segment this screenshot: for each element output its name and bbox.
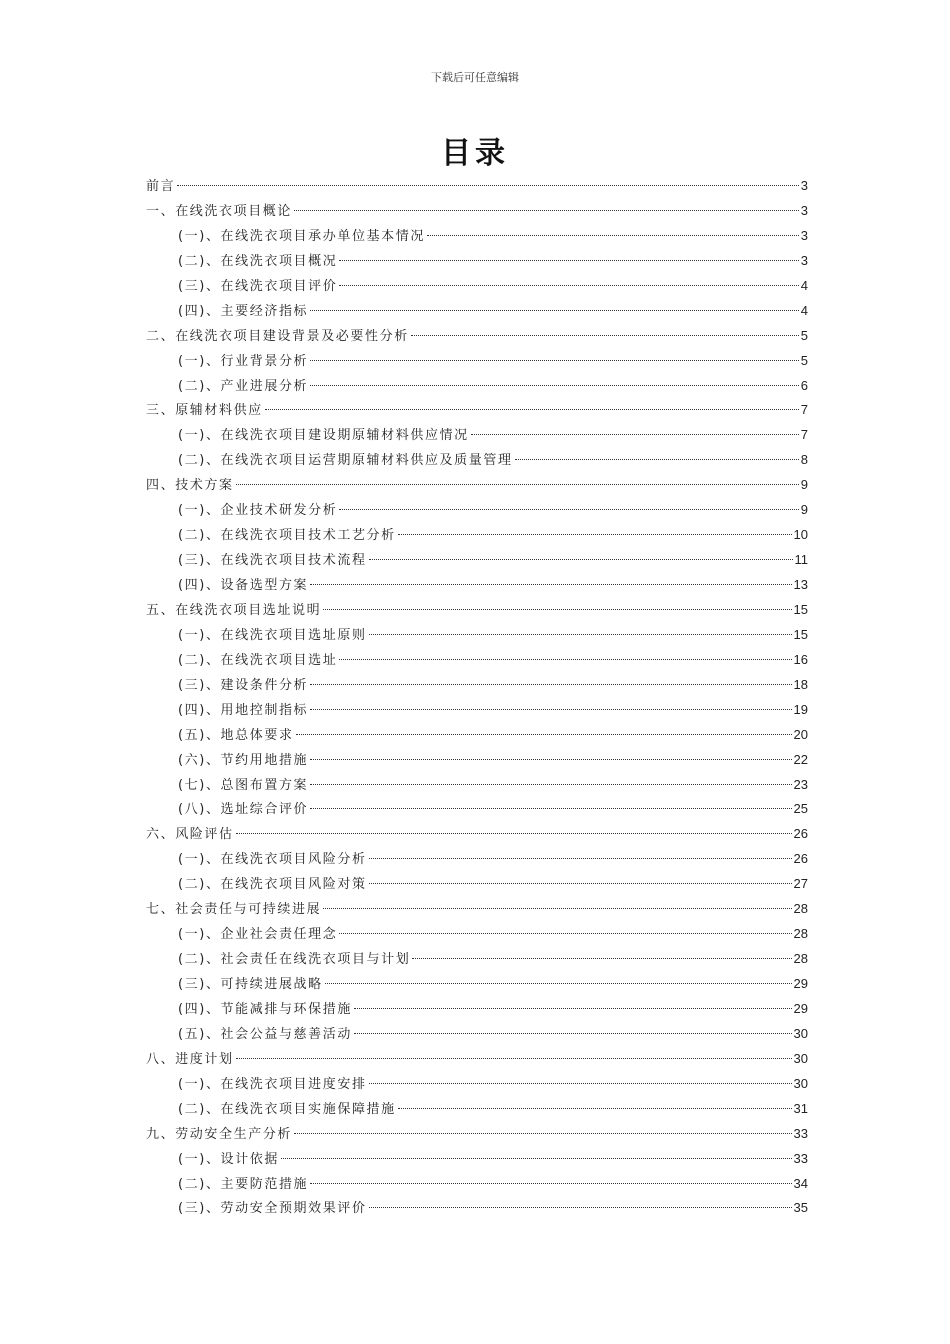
toc-page-number: 3 — [800, 227, 808, 243]
toc-section-entry[interactable] — [146, 548, 808, 573]
toc-chapter-entry[interactable] — [146, 897, 808, 922]
toc-dot-leader — [325, 983, 792, 984]
toc-entry-label: (二)、在线洗衣项目运营期原辅材料供应及质量管理 — [178, 453, 513, 469]
toc-dot-leader — [339, 659, 791, 660]
toc-entry-label: (一)、在线洗衣项目选址原则 — [178, 627, 367, 643]
toc-entry-label: (二)、产业进展分析 — [178, 378, 309, 394]
toc-dot-leader — [310, 385, 799, 386]
toc-page-number: 26 — [793, 826, 808, 842]
toc-dot-leader — [412, 958, 791, 959]
toc-page-number: 7 — [800, 402, 808, 418]
toc-section-entry[interactable] — [146, 997, 808, 1022]
toc-section-entry[interactable] — [146, 648, 808, 673]
toc-dot-leader — [310, 360, 799, 361]
toc-page-number: 13 — [793, 577, 808, 592]
toc-page-number: 27 — [793, 876, 808, 892]
toc-page-number: 5 — [800, 352, 808, 368]
toc-dot-leader — [281, 1158, 792, 1159]
toc-page-number: 26 — [793, 851, 808, 867]
toc-section-entry[interactable] — [146, 349, 808, 374]
toc-page-number: 23 — [793, 776, 808, 792]
toc-entry-label: (一)、在线洗衣项目承办单位基本情况 — [178, 228, 425, 244]
toc-entry-label: (一)、企业社会责任理念 — [178, 927, 338, 943]
toc-entry-label: (三)、在线洗衣项目评价 — [178, 278, 338, 294]
toc-dot-leader — [310, 684, 791, 685]
toc-page-number: 16 — [793, 651, 808, 667]
toc-dot-leader — [339, 285, 798, 286]
toc-section-entry[interactable] — [146, 947, 808, 972]
toc-chapter-entry[interactable] — [146, 1047, 808, 1072]
toc-dot-leader — [398, 1108, 792, 1109]
toc-dot-leader — [310, 584, 791, 585]
table-of-contents — [146, 174, 808, 1221]
toc-entry-label: (一)、设计依据 — [178, 1151, 279, 1167]
toc-page-number: 4 — [800, 277, 808, 293]
toc-entry-label: (七)、总图布置方案 — [178, 777, 309, 793]
toc-page-number: 4 — [800, 302, 808, 318]
toc-page-number: 29 — [793, 1000, 808, 1016]
toc-page-number: 8 — [800, 452, 808, 468]
toc-section-entry[interactable] — [146, 972, 808, 997]
toc-entry-label: (四)、用地控制指标 — [178, 702, 309, 718]
toc-chapter-entry[interactable] — [146, 822, 808, 847]
toc-page-number: 19 — [793, 701, 808, 717]
toc-page-number: 22 — [793, 751, 808, 767]
toc-section-entry[interactable] — [146, 1072, 808, 1097]
toc-chapter-entry[interactable] — [146, 398, 808, 423]
toc-section-entry[interactable] — [146, 448, 808, 473]
toc-page-number: 31 — [793, 1100, 808, 1116]
toc-entry-label: 三、原辅材料供应 — [146, 403, 263, 419]
toc-dot-leader — [411, 335, 799, 336]
toc-dot-leader — [369, 1207, 792, 1208]
toc-section-entry[interactable] — [146, 922, 808, 947]
toc-entry-label: (三)、建设条件分析 — [178, 677, 309, 693]
toc-entry-label: 八、进度计划 — [146, 1051, 234, 1067]
toc-page-number: 35 — [793, 1200, 808, 1216]
toc-dot-leader — [177, 185, 799, 186]
toc-dot-leader — [236, 484, 799, 485]
toc-dot-leader — [294, 210, 799, 211]
toc-page-number: 18 — [793, 676, 808, 692]
toc-page-number: 29 — [793, 976, 808, 991]
toc-page-number: 33 — [793, 1150, 808, 1166]
toc-section-entry[interactable] — [146, 423, 808, 448]
toc-entry-label: (六)、节约用地措施 — [178, 752, 309, 768]
toc-entry-label: (一)、在线洗衣项目风险分析 — [178, 852, 367, 868]
toc-entry-label: (八)、选址综合评价 — [178, 802, 309, 818]
toc-dot-leader — [310, 759, 791, 760]
toc-chapter-entry[interactable] — [146, 473, 808, 498]
toc-section-entry[interactable] — [146, 773, 808, 798]
toc-section-entry[interactable] — [146, 224, 808, 249]
toc-section-entry[interactable] — [146, 274, 808, 299]
toc-section-entry[interactable] — [146, 797, 808, 822]
toc-chapter-entry[interactable] — [146, 1122, 808, 1147]
toc-page-number: 28 — [793, 926, 808, 942]
toc-page-number: 30 — [793, 1025, 808, 1041]
toc-entry-label: (四)、设备选型方案 — [178, 578, 309, 593]
toc-dot-leader — [354, 1008, 792, 1009]
toc-chapter-entry[interactable] — [146, 324, 808, 349]
toc-page-number: 11 — [794, 552, 808, 568]
toc-entry-label: (四)、主要经济指标 — [178, 303, 309, 319]
toc-page-number: 5 — [800, 327, 808, 343]
toc-entry-label: 二、在线洗衣项目建设背景及必要性分析 — [146, 328, 409, 344]
toc-chapter-entry[interactable] — [146, 598, 808, 623]
toc-page-number: 28 — [793, 951, 808, 967]
toc-page-number: 28 — [793, 901, 808, 917]
toc-dot-leader — [265, 409, 799, 410]
toc-entry-label: (一)、企业技术研发分析 — [178, 503, 338, 519]
toc-section-entry[interactable] — [146, 1172, 808, 1197]
toc-dot-leader — [369, 883, 792, 884]
toc-section-entry[interactable] — [146, 723, 808, 748]
toc-chapter-entry[interactable] — [146, 174, 808, 199]
toc-dot-leader — [339, 509, 798, 510]
toc-entry-label: 一、在线洗衣项目概论 — [146, 203, 293, 219]
toc-page-number: 34 — [793, 1175, 808, 1191]
toc-dot-leader — [310, 310, 799, 311]
header-note: 下载后可任意编辑 — [431, 71, 519, 84]
toc-dot-leader — [471, 434, 799, 435]
toc-dot-leader — [310, 709, 791, 710]
toc-entry-label: (五)、社会公益与慈善活动 — [178, 1026, 352, 1042]
toc-page-number: 6 — [800, 377, 808, 393]
toc-section-entry[interactable] — [146, 872, 808, 897]
toc-dot-leader — [310, 808, 791, 809]
toc-page-number: 33 — [793, 1125, 808, 1141]
toc-dot-leader — [339, 933, 791, 934]
toc-page-number: 3 — [800, 202, 808, 218]
toc-section-entry[interactable] — [146, 1147, 808, 1172]
page-title: 目录 — [441, 136, 509, 171]
toc-entry-label: (三)、可持续进展战略 — [178, 977, 323, 992]
toc-section-entry[interactable] — [146, 847, 808, 872]
toc-section-entry[interactable] — [146, 573, 808, 598]
toc-entry-label: 前言 — [146, 179, 176, 194]
toc-entry-label: 九、劳动安全生产分析 — [146, 1126, 293, 1142]
toc-dot-leader — [310, 784, 791, 785]
toc-entry-label: (一)、在线洗衣项目进度安排 — [178, 1076, 367, 1092]
toc-dot-leader — [236, 833, 792, 834]
toc-dot-leader — [369, 559, 793, 560]
toc-section-entry[interactable] — [146, 498, 808, 523]
toc-entry-label: (二)、在线洗衣项目选址 — [178, 652, 338, 668]
toc-dot-leader — [354, 1033, 792, 1034]
toc-dot-leader — [323, 609, 791, 610]
toc-entry-label: (一)、行业背景分析 — [178, 353, 309, 369]
toc-entry-label: (二)、社会责任在线洗衣项目与计划 — [178, 952, 411, 968]
toc-entry-label: (二)、在线洗衣项目实施保障措施 — [178, 1101, 396, 1117]
toc-entry-label: (一)、在线洗衣项目建设期原辅材料供应情况 — [178, 428, 469, 444]
toc-section-entry[interactable] — [146, 299, 808, 324]
toc-entry-label: (三)、劳动安全预期效果评价 — [178, 1201, 367, 1217]
toc-entry-label: 四、技术方案 — [146, 478, 234, 494]
toc-section-entry[interactable] — [146, 1196, 808, 1221]
toc-page-number: 20 — [793, 726, 808, 742]
toc-dot-leader — [296, 734, 792, 735]
toc-dot-leader — [310, 1183, 791, 1184]
toc-entry-label: (三)、在线洗衣项目技术流程 — [178, 553, 367, 569]
toc-entry-label: (二)、在线洗衣项目技术工艺分析 — [178, 528, 396, 544]
toc-page-number: 30 — [793, 1075, 808, 1091]
toc-entry-label: (四)、节能减排与环保措施 — [178, 1001, 352, 1017]
toc-page-number: 15 — [793, 626, 808, 642]
toc-entry-label: (二)、在线洗衣项目风险对策 — [178, 877, 367, 893]
toc-page-number: 25 — [793, 801, 808, 817]
toc-dot-leader — [369, 634, 792, 635]
toc-page-number: 9 — [800, 477, 808, 493]
toc-dot-leader — [369, 1083, 792, 1084]
toc-page-number: 15 — [793, 601, 808, 617]
toc-dot-leader — [369, 858, 792, 859]
toc-section-entry[interactable] — [146, 374, 808, 399]
toc-section-entry[interactable] — [146, 698, 808, 723]
toc-page-number: 10 — [793, 527, 808, 543]
toc-chapter-entry[interactable] — [146, 199, 808, 224]
toc-entry-label: (二)、主要防范措施 — [178, 1176, 309, 1192]
toc-section-entry[interactable] — [146, 748, 808, 773]
toc-dot-leader — [427, 235, 799, 236]
toc-entry-label: (二)、在线洗衣项目概况 — [178, 253, 338, 269]
toc-dot-leader — [323, 908, 791, 909]
toc-entry-label: 六、风险评估 — [146, 827, 234, 843]
toc-page-number: 7 — [800, 427, 808, 443]
toc-section-entry[interactable] — [146, 249, 808, 274]
toc-dot-leader — [339, 260, 798, 261]
toc-dot-leader — [236, 1058, 792, 1059]
toc-entry-label: 五、在线洗衣项目选址说明 — [146, 602, 322, 618]
toc-section-entry[interactable] — [146, 1097, 808, 1122]
toc-page-number: 9 — [800, 502, 808, 518]
toc-section-entry[interactable] — [146, 1022, 808, 1047]
toc-page-number: 3 — [800, 178, 808, 193]
toc-page-number: 3 — [800, 252, 808, 268]
toc-page-number: 30 — [793, 1050, 808, 1066]
toc-dot-leader — [515, 459, 799, 460]
toc-entry-label: 七、社会责任与可持续进展 — [146, 902, 322, 918]
toc-section-entry[interactable] — [146, 623, 808, 648]
toc-dot-leader — [294, 1133, 792, 1134]
toc-section-entry[interactable] — [146, 523, 808, 548]
toc-dot-leader — [398, 534, 792, 535]
toc-entry-label: (五)、地总体要求 — [178, 727, 294, 743]
toc-section-entry[interactable] — [146, 673, 808, 698]
